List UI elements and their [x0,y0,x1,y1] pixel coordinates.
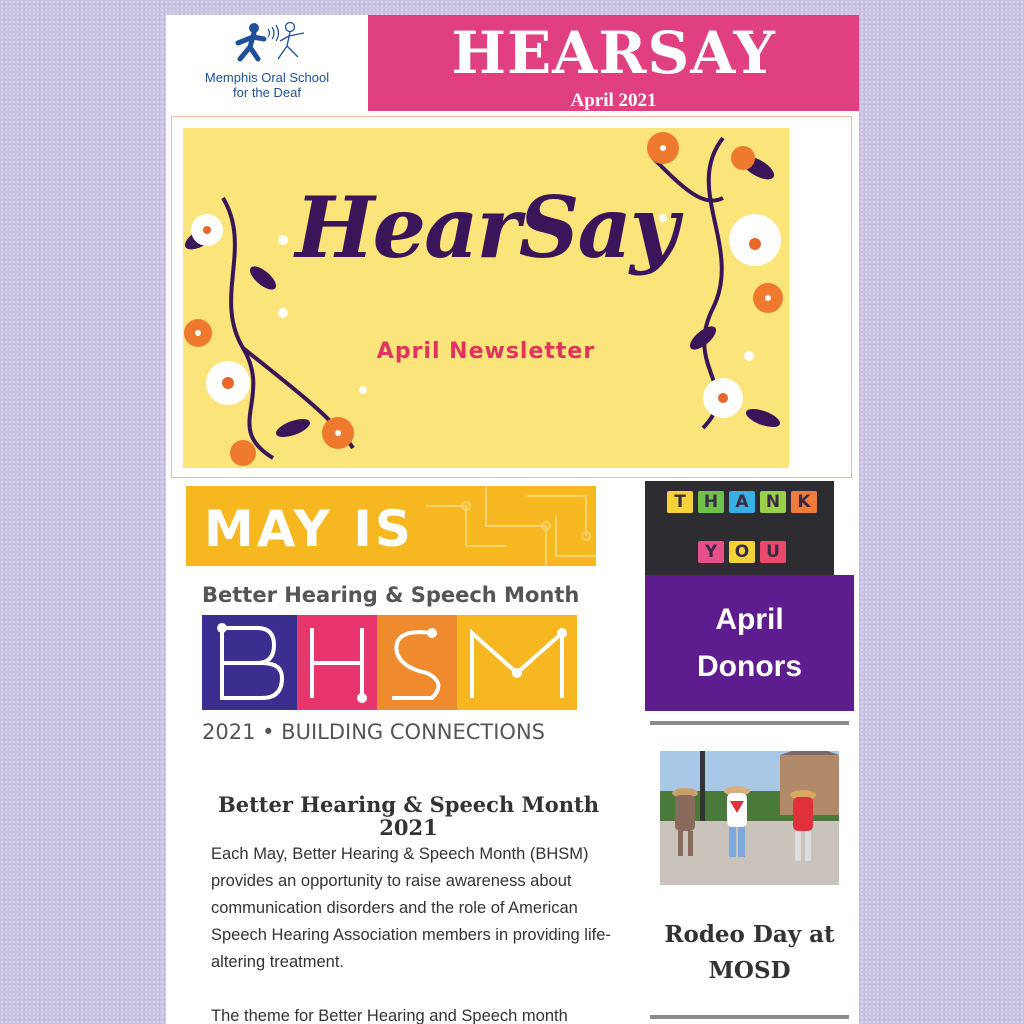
banner-subtitle: April Newsletter [376,339,596,364]
issue-date: April 2021 [570,90,657,111]
thank-you-blocks-image[interactable] [645,481,834,575]
article-title: Better Hearing & Speech Month 2021 [217,792,600,840]
letter-block: H [698,491,724,513]
article-paragraph: The theme for Better Hearing and Speech month [211,1007,568,1024]
article-body [211,841,611,1024]
letter-block: O [729,541,755,563]
logo-line-2: for the Deaf [233,85,301,100]
donors-line-1: April [715,603,784,636]
rodeo-photo-icon [660,751,839,885]
may-is-banner[interactable] [186,486,596,566]
divider [650,1015,849,1019]
newsletter-title: HEARSAY [451,19,776,87]
bhsm-logo-icon [202,613,582,713]
letter-block: U [760,541,786,563]
logo-line-1: Memphis Oral School [204,70,330,85]
school-logo[interactable] [166,15,368,111]
hearsay-banner[interactable] [183,128,789,468]
letter-block: A [729,491,755,513]
bhsm-tagline: 2021 • BUILDING CONNECTIONS [202,720,546,744]
article-paragraph: Each May, Better Hearing & Speech Month (BHSM) provides an opportunity to raise awareness about communication disorders and the role of American Speech Hearing Association members in providing life-altering treatment. [211,845,611,971]
divider [650,721,849,725]
circuit-pattern-icon [426,486,596,566]
rodeo-day-photo[interactable] [660,751,839,885]
may-is-text: MAY IS [204,500,414,558]
april-donors-button[interactable] [645,575,854,711]
banner-title: HearSay [295,178,677,277]
letter-block: N [760,491,786,513]
masthead [368,15,859,111]
letter-block: T [667,491,693,513]
rodeo-day-title[interactable]: Rodeo Day at MOSD [664,921,835,984]
newsletter-page [166,15,859,1024]
letter-block: Y [698,541,724,563]
letter-block: K [791,491,817,513]
bhsm-subtitle: Better Hearing & Speech Month [202,583,580,607]
logo-text [166,70,368,100]
logo-figures-icon [224,21,319,69]
donors-line-2: Donors [697,650,802,683]
